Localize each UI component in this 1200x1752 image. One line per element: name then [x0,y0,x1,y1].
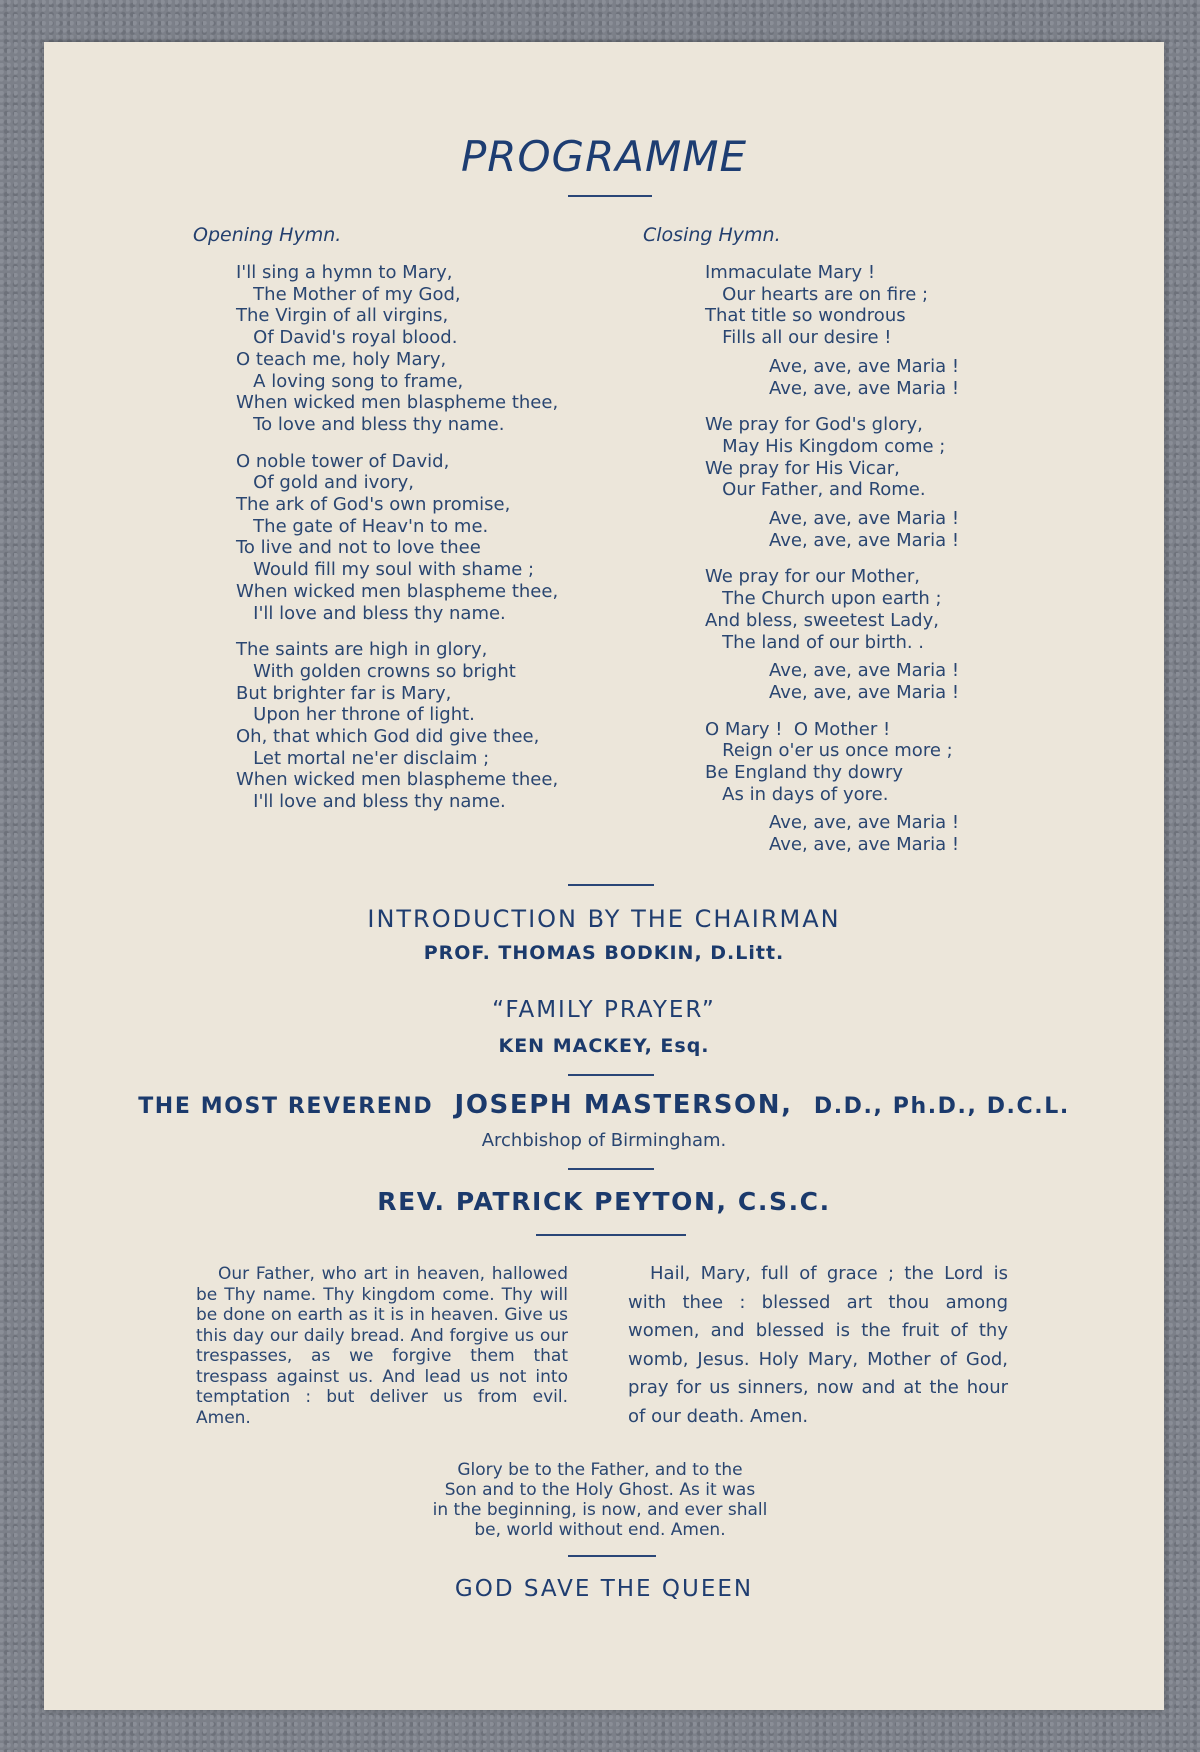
hymn-line: As in days of yore. [705,783,889,805]
closing-stanza-3 [705,566,959,703]
hymn-line: I'll sing a hymn to Mary, [236,262,453,283]
archbishop-degrees: D.D., Ph.D., D.C.L. [813,1094,1070,1119]
hymn-line: To love and bless thy name. [236,413,505,435]
hymn-line: Of gold and ivory, [236,472,415,494]
archbishop-name: JOSEPH MASTERSON, [454,1090,793,1120]
hymn-line: O noble tower of David, [236,450,450,472]
opening-stanza-3 [236,639,558,813]
hymn-line: The land of our birth. . [705,631,925,653]
opening-stanza-2 [236,451,558,625]
title-rule [568,195,652,197]
hymn-line: The ark of God's own promise, [236,494,511,516]
refrain [769,660,959,703]
refrain [769,812,959,855]
glory-line: be, world without end. Amen. [474,1520,726,1540]
section-rule [568,1168,654,1170]
opening-hymn [236,262,558,828]
archbishop-title: Archbishop of Birmingham. [481,1130,727,1151]
programme-sheet [44,42,1164,1710]
chairman-name: PROF. THOMAS BODKIN, D.Litt. [423,942,785,964]
speaker-name: REV. PATRICK PEYTON, C.S.C. [377,1187,831,1216]
hymn-line: A loving song to frame, [236,370,464,392]
hymn-line: I'll love and bless thy name. [236,791,506,813]
hymn-line: May His Kingdom come ; [705,435,946,457]
hymn-line: We pray for our Mother, [705,566,920,588]
hymn-line: Oh, that which God did give thee, [236,726,540,748]
introduction-heading: INTRODUCTION BY THE CHAIRMAN [367,905,841,933]
hymn-line: I'll love and bless thy name. [236,602,506,624]
closing-stanza-2 [705,414,959,551]
family-prayer-heading: “FAMILY PRAYER” [492,997,716,1023]
hymn-line: To live and not to love thee [236,537,481,559]
section-rule [568,1555,656,1557]
closing-hymn [705,262,959,871]
hymn-line: Immaculate Mary ! [705,262,876,283]
hymn-line: Our Father, and Rome. [705,479,926,501]
hymn-line: O Mary ! O Mother ! [705,718,891,740]
glory-line: Son and to the Holy Ghost. As it was [444,1480,756,1500]
refrain-line: Ave, ave, ave Maria ! [769,681,960,703]
refrain-line: Ave, ave, ave Maria ! [769,660,960,682]
hymn-line: That title so wondrous [705,305,906,327]
opening-hymn-heading: Opening Hymn. [193,224,342,246]
hymn-line: Would fill my soul with shame ; [236,559,535,581]
hymn-line: The Virgin of all virgins, [236,305,449,327]
refrain [769,356,959,399]
page-title: PROGRAMME [460,132,748,181]
hymn-line: O teach me, holy Mary, [236,348,447,370]
archbishop-line [44,1090,1164,1120]
hymn-line: With golden crowns so bright [236,660,516,682]
hymn-line: When wicked men blaspheme thee, [236,769,559,791]
hymn-line: When wicked men blaspheme thee, [236,392,559,414]
hymn-line: Reign o'er us once more ; [705,740,953,762]
archbishop-prefix: THE MOST REVEREND [138,1094,434,1119]
hymn-line: Upon her throne of light. [236,704,475,726]
hymn-line: The Mother of my God, [236,283,461,305]
closing-anthem: GOD SAVE THE QUEEN [454,1576,754,1602]
hymn-line: Of David's royal blood. [236,327,458,349]
hymn-line: Be England thy dowry [705,762,903,784]
refrain-line: Ave, ave, ave Maria ! [769,508,960,530]
hail-mary-prayer: Hail, Mary, full of grace ; the Lord is with thee : blessed art thou among women, and blessed is the fruit of thy womb, Jesus. Holy Mary, Mother of God, pray for us sinners, now and at the hour of our death. Amen. [628,1263,1008,1427]
hymn-line: When wicked men blaspheme thee, [236,580,559,602]
hymn-line: Fills all our desire ! [705,327,892,349]
hymn-line: We pray for God's glory, [705,414,923,436]
glory-line: Glory be to the Father, and to the [457,1460,743,1480]
section-rule [568,1074,654,1076]
refrain-line: Ave, ave, ave Maria ! [769,529,960,551]
glory-be-prayer [400,1460,800,1540]
closing-stanza-1 [705,262,959,399]
refrain [769,508,959,551]
our-father-prayer: Our Father, who art in heaven, hallowed be Thy name. Thy kingdom come. Thy will be done on earth as it is in heaven. Give us this day our daily bread. And forgive us our trespasses, as we forgive them that trespass against us. And lead us not into temptation : but deliver us from evil. Amen. [196,1264,568,1428]
opening-stanza-1 [236,262,558,436]
hymn-line: Let mortal ne'er disclaim ; [236,747,490,769]
closing-hymn-heading: Closing Hymn. [643,224,781,246]
refrain-line: Ave, ave, ave Maria ! [769,355,960,377]
refrain-line: Ave, ave, ave Maria ! [769,377,960,399]
hymn-line: The saints are high in glory, [236,639,488,661]
family-prayer-name: KEN MACKEY, Esq. [498,1035,710,1057]
hymn-line: We pray for His Vicar, [705,457,900,479]
refrain-line: Ave, ave, ave Maria ! [769,834,960,856]
section-rule [568,884,654,886]
closing-stanza-4 [705,719,959,856]
section-rule [536,1234,686,1236]
refrain-line: Ave, ave, ave Maria ! [769,812,960,834]
hymn-line: And bless, sweetest Lady, [705,609,939,631]
hymn-line: The gate of Heav'n to me. [236,515,489,537]
hymn-line: The Church upon earth ; [705,588,942,610]
hymn-line: But brighter far is Mary, [236,682,452,704]
hymn-line: Our hearts are on fire ; [705,283,929,305]
glory-line: in the beginning, is now, and ever shall [432,1500,768,1520]
